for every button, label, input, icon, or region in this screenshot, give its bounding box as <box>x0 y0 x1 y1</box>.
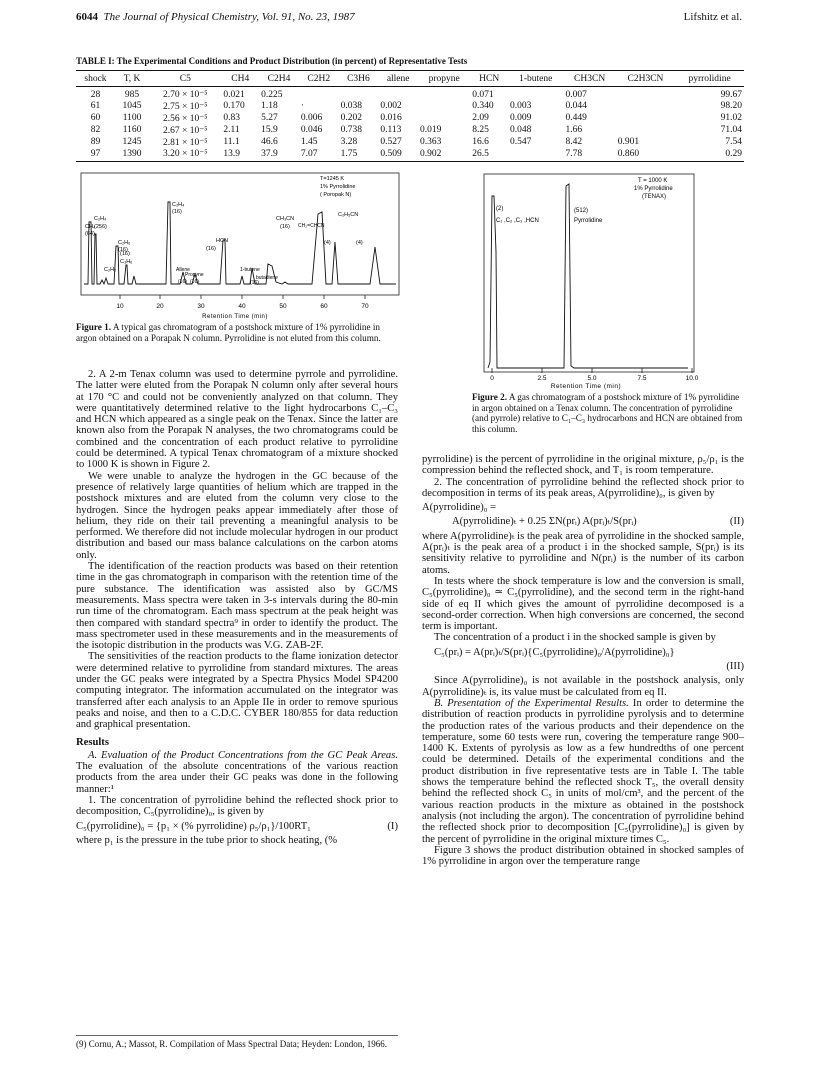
table-cell: 82 <box>90 125 101 135</box>
left-column <box>76 369 398 846</box>
table-cell: 15.9 <box>261 125 278 135</box>
table-cell: 0.003 <box>510 101 532 111</box>
column-header: CH4 <box>221 71 259 87</box>
x-axis-label: Retention Time (min) <box>202 314 268 320</box>
table-cell: 0.006 <box>300 113 323 123</box>
equation-3: C₅(prᵢ) = A(prᵢ)ₜ/S(prᵢ){C₅(pyrrolidine)₀/A(pyrrolidine)₀} <box>434 646 675 658</box>
peak-label-ch3cn: CH₃CN <box>276 216 295 222</box>
paragraph: The concentration of a product i in the shocked sample is given by <box>434 632 716 644</box>
table-cell: 98.20 <box>720 101 742 111</box>
table-cell: 2.70 × 10⁻⁵ <box>163 90 208 100</box>
peak-label-c2h4: C₂H₄ <box>94 216 107 222</box>
x-axis-ticks <box>116 295 369 310</box>
column-header: T, K <box>115 71 149 87</box>
table-cell: 985 <box>124 89 140 100</box>
peak-label-propyne: Propyne <box>185 272 204 278</box>
plot-frame <box>81 173 399 295</box>
table-cell: 2.11 <box>223 125 240 135</box>
table-cell: 0.547 <box>510 137 532 147</box>
table-cell: 0.002 <box>380 101 402 111</box>
peak-label-hcn: HCN <box>216 238 228 244</box>
table-cell: 0.363 <box>420 137 442 147</box>
table-row <box>76 148 744 162</box>
x-tick-label: 0 <box>490 375 494 382</box>
table-cell: 46.6 <box>261 137 278 147</box>
table-cell <box>418 87 470 101</box>
x-tick-label: 7.5 <box>637 375 647 382</box>
peak-attenuation: (16) <box>280 224 290 230</box>
table-cell: 26.5 <box>470 148 508 162</box>
peak-attenuation: (16) <box>118 247 128 253</box>
table-cell: 0.225 <box>261 89 283 100</box>
table-cell: 0.048 <box>510 125 532 135</box>
table-cell <box>378 87 418 101</box>
equation-2-line2 <box>422 516 744 527</box>
running-header <box>76 11 742 29</box>
table-cell: 1.18 <box>261 101 278 111</box>
section-heading: Results <box>76 736 109 748</box>
paragraph: where p₁ is the pressure in the tube prior to shock heating, (% <box>76 834 338 846</box>
table-cell: 0.046 <box>300 125 323 135</box>
column-header: propyne <box>418 71 470 87</box>
table-cell: 2.67 × 10⁻⁵ <box>163 125 208 136</box>
peak-label-butene: 1-butene <box>240 267 260 273</box>
table-cell: 97 <box>76 148 115 162</box>
table-cell: 99.67 <box>720 89 742 100</box>
footnote: (9) Cornu, A.; Massot, R. Compilation of Mass Spectral Data; Heyden: London, 1966. <box>76 1035 398 1049</box>
table-cell: 1100 <box>122 113 142 123</box>
table-cell: 13.9 <box>221 148 259 162</box>
table-cell: 0.021 <box>223 89 245 100</box>
figure-annotation: 1% Pyrrolidine <box>320 184 356 190</box>
caption-text: A typical gas chromatogram of a postshock mixture of 1% pyrrolidine in argon obtained on a Porapak N column. Pyrrolidine is not eluted from this column. <box>76 322 381 343</box>
column-header: 1-butene <box>508 71 563 87</box>
table-cell: 0.83 <box>223 113 241 123</box>
table-cell <box>508 87 563 101</box>
x-tick-label: 10 <box>116 303 124 310</box>
table-cell <box>339 87 379 101</box>
paragraph: The sensitivities of the reaction products to the flame ionization detector were determined relative to pyrrolidine from standard mixtures. The areas under the GC peaks were integrated by a Spectra Physics Model SP4200 computing integrator. The information accumulated on the integrator was transferred after each analysis to an Apple IIe in order to remove spurious peaks and noise, and then to a C.D.C. CYBER 180/855 for data reduction and graphical presentation. <box>76 651 398 731</box>
x-tick-label: 5.0 <box>587 375 597 382</box>
figure-2-caption <box>472 392 744 434</box>
equation-2-line1: A(pyrrolidine)₀ = <box>422 502 497 514</box>
table-cell: 2.09 <box>472 113 489 123</box>
paragraph: pyrrolidine) is the percent of pyrrolidine in the original mixture, ρ₅/ρ₁ is the compression behind the reflected shock, and T₁ is room temperature. <box>422 454 744 477</box>
paragraph: Figure 3 shows the product distribution obtained in shocked samples of 1% pyrrolidine in argon over the temperature range <box>422 844 744 868</box>
table-cell: 89 <box>90 137 101 147</box>
equation-number: (III) <box>726 661 744 673</box>
paragraph: In tests where the shock temperature is low and the conversion is small, C₅(pyrrolidine)₀ ≃ C₅(pyrrolidine), and the second term in the right-hand side of eq II which gives the amount of pyrrolidine decomposed is a second-order correction. When high conversions are concerned, the second term is important. <box>422 575 744 633</box>
column-header: C2H4 <box>259 71 299 87</box>
table-cell: 91.02 <box>720 113 742 123</box>
column-header: C3H6 <box>339 71 379 87</box>
table-cell <box>418 100 470 112</box>
table-cell: 3.20 × 10⁻⁵ <box>149 148 221 162</box>
peak-attenuation: (16) <box>120 251 130 257</box>
table-cell: 1.75 <box>339 148 379 162</box>
table-cell: 8.25 <box>472 125 489 135</box>
x-tick-label: 60 <box>320 303 328 310</box>
table-cell: 7.78 <box>563 148 615 162</box>
equation-number: (I) <box>387 820 398 832</box>
peak-attenuation: (2) <box>496 206 504 212</box>
column-header: CH3CN <box>563 71 615 87</box>
x-tick-label: 10.0 <box>685 375 699 382</box>
caption-text: A gas chromatogram of a postshock mixture of 1% pyrrolidine in argon obtained on a Tenax column. The concentration of pyrrolidine (and pyrrole) relative to C₁–C₃ hydrocarbons and HCN are obtained from this column. <box>472 392 743 434</box>
figure-1 <box>80 172 402 332</box>
table-cell <box>299 87 339 101</box>
paragraph: 2. A 2-m Tenax column was used to determine pyrrole and pyrrolidine. The latter were eluted from the Porapak N column only after several hours at 170 °C and could not be conveniently analyzed on that column. They were quantitatively determined relative to the light hydrocarbons C₁–C₃ and HCN which appeared as a single peak on the Tenax. Since the latter are known also from the Porapak N analyses, the two chromatograms could be combined and the concentration of each product relative to pyrrolidine could be determined. A typical Tenax chromatogram of a mixture shocked to 1000 K is shown in Figure 2. <box>76 369 398 471</box>
table-cell: 0.509 <box>378 148 418 162</box>
figure-annotation: T = 1000 K <box>638 178 668 184</box>
peak-attenuation: (16) <box>178 279 187 285</box>
peak-label-acrylonitrile: CH₂=CHCN <box>298 223 325 229</box>
table-cell: 0.527 <box>380 137 402 147</box>
paragraph: where A(pyrrolidine)ₜ is the peak area of pyrrolidine in the shocked sample, A(prᵢ)ₜ is the peak area of a product i in the shocked sample, S(prᵢ) is its sensitivity relative to pyrrolidine and N(prᵢ) is the number of its carbon atoms. <box>422 530 744 576</box>
right-column <box>422 454 744 867</box>
table-cell: 1.66 <box>565 125 583 135</box>
table-cell: 1045 <box>122 101 142 111</box>
figure-annotation: 1% Pyrrolidine <box>634 186 673 192</box>
table-cell <box>616 87 675 101</box>
table-cell: 1.45 <box>300 137 318 147</box>
peak-label-ch4: CH₄ <box>85 224 96 230</box>
table-cell: 37.9 <box>259 148 299 162</box>
peak-attenuation: (256) <box>94 224 107 230</box>
table-row <box>76 136 744 148</box>
table-row <box>76 124 744 136</box>
x-axis-ticks <box>490 368 699 382</box>
authors: Lifshitz et al. <box>683 11 742 23</box>
column-header: HCN <box>470 71 508 87</box>
peak-label-propionitrile: C₂H₅CN <box>338 212 359 218</box>
peak-attenuation: (4) <box>356 240 363 246</box>
figure-label: Figure 1. <box>76 322 112 332</box>
table-cell: 0.29 <box>675 148 744 162</box>
x-tick-label: 50 <box>279 303 287 310</box>
peak-attenuation: (16) <box>172 209 182 215</box>
table-cell: 2.75 × 10⁻⁵ <box>163 101 208 112</box>
peak-attenuation: (64) <box>85 231 95 237</box>
table-cell: 1245 <box>122 137 142 147</box>
table-cell: 2.81 × 10⁻⁵ <box>163 137 208 148</box>
peak-label-allene: Allene <box>176 267 190 273</box>
table-cell: 0.340 <box>472 101 494 111</box>
column-header: C2H2 <box>299 71 339 87</box>
column-header: pyrrolidine <box>675 71 744 87</box>
table-cell: 7.54 <box>725 137 742 147</box>
table-cell: 0.170 <box>223 101 245 111</box>
table-cell: 0.860 <box>616 148 675 162</box>
x-axis-label: Retention Time (min) <box>550 383 622 390</box>
peak-attenuation: (16) <box>190 279 199 285</box>
table-cell: 3.28 <box>340 137 358 147</box>
table-cell: 2.56 × 10⁻⁵ <box>163 113 208 124</box>
chromatogram-1 <box>80 172 402 332</box>
table-cell: 0.202 <box>340 113 362 123</box>
peak-attenuation: (16) <box>250 280 259 286</box>
table-cell: 60 <box>90 113 101 123</box>
peak-label-c3h6: C₃H₆ <box>120 259 133 265</box>
table-cell <box>616 112 675 124</box>
column-header: allene <box>378 71 418 87</box>
equation-1 <box>76 821 398 832</box>
column-header: shock <box>76 71 115 87</box>
table-cell: 0.902 <box>418 148 470 162</box>
table-cell: 0.113 <box>380 125 402 135</box>
table-cell: 0.449 <box>565 113 587 123</box>
table-cell: 0.044 <box>565 101 587 111</box>
x-tick-label: 70 <box>361 303 369 310</box>
x-tick-label: 40 <box>238 303 246 310</box>
subsection-title: B. Presentation of the Experimental Results. <box>434 697 629 709</box>
peak-attenuation: (16) <box>206 246 216 252</box>
table-caption: TABLE I: The Experimental Conditions and Product Distribution (in percent) of Representative Tests <box>76 56 468 66</box>
equation-body: A(pyrrolidine)ₜ + 0.25 ΣN(prᵢ) A(prᵢ)ₜ/S(prᵢ) <box>452 516 637 528</box>
chromatogram-2 <box>478 172 734 390</box>
table-header-row <box>76 71 744 87</box>
peak-label: Pyrrolidine <box>574 218 603 224</box>
subsection <box>76 750 398 795</box>
peak-label-c2h4: C₂H₄ <box>172 202 185 208</box>
table-cell: 0.071 <box>472 89 494 100</box>
table-row <box>76 100 744 112</box>
table-cell: 5.27 <box>261 113 278 123</box>
journal-citation: The Journal of Physical Chemistry, Vol. 91, No. 23, 1987 <box>103 11 355 23</box>
subsection <box>422 698 744 845</box>
x-tick-label: 2.5 <box>537 375 547 382</box>
page-number: 6044 <box>76 11 98 23</box>
table-cell: 61 <box>90 101 101 111</box>
peak-label-c2h6: C₂H₆ <box>118 240 131 246</box>
x-tick-label: 20 <box>156 303 164 310</box>
table-cell: 8.42 <box>565 137 583 147</box>
paragraph: We were unable to analyze the hydrogen in the GC because of the presence of relatively large quantities of helium which are trapped in the postshock mixtures and are eluted from the column very close to the hydrogen. Since the hydrogen peaks appear immediately after those of helium, they ride on their tail preventing a meaningful analysis to be performed. We therefore did not include molecular hydrogen in our product distribution and based our mass balance calculations on the carbon atoms only. <box>76 470 398 561</box>
table-row <box>76 87 744 101</box>
figure-2 <box>478 172 734 390</box>
peak-attenuation: (512) <box>574 208 589 214</box>
figure-label: Figure 2. <box>472 392 508 402</box>
paragraph: Since A(pyrrolidine)₀ is not available in the postshock analysis, only A(pyrrolidine)ₜ is, its value must be calculated from eq II. <box>422 675 744 698</box>
table-cell: 0.016 <box>380 113 402 123</box>
table-cell: 71.04 <box>720 125 742 135</box>
peak-label: C₁ ,C₂ ,C₃ ,HCN <box>496 218 539 224</box>
figure-annotation: T=1245 K <box>320 176 345 182</box>
paragraph: The identification of the reaction products was based on their retention time in the gas chromatograph in comparison with the retention time of the pure substance. The identification was assisted also by GC/MS measurements. Mass spectra were taken in 3-s intervals during the 80-min run time of the chromatogram. Each mass spectrum at the peak height was then compared with standard spectra⁹ in order to identify the product. The mass spectrometer used in these measurements and in the measurements of the isotopic distribution in the products was V.G. ZAB-2F. <box>76 561 398 652</box>
table-cell: 16.6 <box>472 137 489 147</box>
table-cell: · <box>300 101 305 111</box>
plot-frame <box>484 174 694 372</box>
figure-1-caption <box>76 322 398 343</box>
paragraph: 2. The concentration of pyrrolidine behind the reflected shock prior to decomposition in terms of its peak areas, A(pyrrolidine)₀, is given by <box>422 476 744 499</box>
column-header: C5 <box>149 71 221 87</box>
data-table <box>76 70 744 162</box>
equation-number: (II) <box>729 516 744 528</box>
equation-body: C₅(pyrrolidine)₀ = {p₁ × (% pyrrolidine) ρ₅/ρ₁}/100RT₁ <box>76 820 311 832</box>
table-cell: 7.07 <box>299 148 339 162</box>
table-cell: 0.019 <box>420 125 442 135</box>
subsection-text: In order to determine the distribution of reaction products in pyrrolidine pyrolysis and to determine the production rates of the various products and their dependence on the temperature, some 60 tests were run, covering the temperature range 900–1400 K. Extents of pyrolysis as low as a few hundredths of one percent could be determined. Details of the experimental conditions and the product distribution in five representative tests are in Table I. The table shows the temperature behind the reflected shock T₅, the overall density behind the reflected shock C₅ in units of mol/cm³, and the percent of the various reaction products in the mixture as obtained in the postshock analysis (not including the argon). The concentration of pyrrolidine behind the reflected shock prior to decomposition [C₅(pyrrolidine)₀] is given by the percent of pyrrolidine in the original mixture times C₅. <box>422 697 744 845</box>
table-body <box>76 87 744 162</box>
table-cell: 0.038 <box>340 101 362 111</box>
table-cell <box>616 124 675 136</box>
table-cell: 1160 <box>122 125 142 135</box>
peak-attenuation: (4) <box>324 240 331 246</box>
peak-label-butadiene: butadiene <box>256 275 278 281</box>
table-cell: 0.009 <box>510 113 532 123</box>
table-row <box>76 112 744 124</box>
paragraph: 1. The concentration of pyrrolidine behind the reflected shock prior to decomposition, C₅(pyrrolidine)₀, is given by <box>76 794 398 818</box>
column-header: C2H3CN <box>616 71 675 87</box>
table-cell: 0.007 <box>565 89 587 100</box>
table-cell <box>508 148 563 162</box>
table-cell <box>616 100 675 112</box>
peak-label-c2h2: C₂H₂ <box>104 267 117 273</box>
table-cell <box>418 112 470 124</box>
subsection-title: A. Evaluation of the Product Concentrations from the GC Peak Areas. <box>88 749 398 761</box>
x-tick-label: 30 <box>197 303 205 310</box>
table-cell: 28 <box>90 89 101 100</box>
table-cell: 0.738 <box>340 125 362 135</box>
table-cell: 11.1 <box>223 137 240 147</box>
figure-annotation: (TENAX) <box>642 194 666 200</box>
table-cell: 0.901 <box>617 137 640 147</box>
table-cell: 1390 <box>115 148 149 162</box>
subsection-text: The evaluation of the absolute concentrations of the various reaction products from the area under their GC peaks was done in the following manner:¹ <box>76 761 398 795</box>
figure-annotation: ( Poropak N) <box>320 192 352 198</box>
